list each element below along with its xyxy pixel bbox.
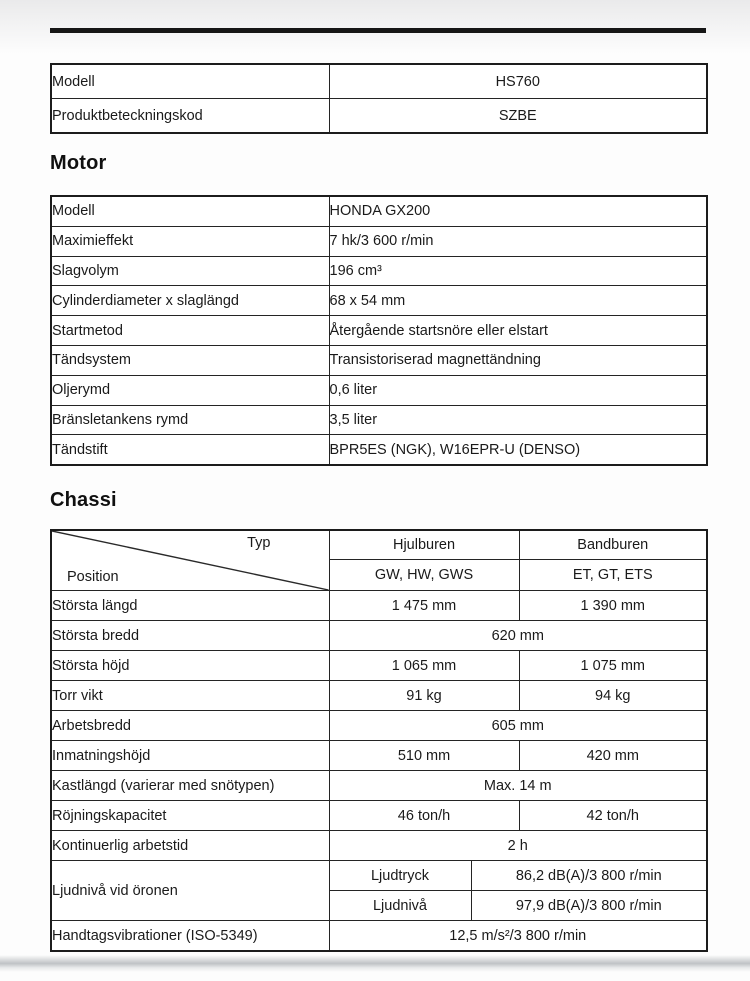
spec-label: Arbetsbredd <box>51 711 329 741</box>
sound-sub-value: 86,2 dB(A)/3 800 r/min <box>471 861 707 891</box>
spec-label: Tändstift <box>51 435 329 465</box>
spec-value: 196 cm³ <box>329 256 707 286</box>
chassi-table <box>50 529 708 952</box>
positions-hjulburen: GW, HW, GWS <box>329 560 519 591</box>
motor-table <box>50 195 708 466</box>
spec-value-both: 605 mm <box>329 711 707 741</box>
positions-bandburen: ET, GT, ETS <box>519 560 707 591</box>
spec-label: Modell <box>51 196 329 226</box>
spec-label: Röjningskapacitet <box>51 801 329 831</box>
spec-label: Största höjd <box>51 651 329 681</box>
spec-value: 68 x 54 mm <box>329 286 707 316</box>
spec-value-both: 2 h <box>329 831 707 861</box>
column-header-hjulburen: Hjulburen <box>329 530 519 560</box>
spec-label: Största bredd <box>51 621 329 651</box>
column-header-bandburen: Bandburen <box>519 530 707 560</box>
spec-value-hjulburen: 1 475 mm <box>329 591 519 621</box>
spec-value-both: 620 mm <box>329 621 707 651</box>
position-axis-label: Position <box>67 569 119 585</box>
spec-value-hjulburen: 510 mm <box>329 741 519 771</box>
spec-label: Handtagsvibrationer (ISO-5349) <box>51 921 329 952</box>
table-row <box>51 651 707 681</box>
identification-table <box>50 63 708 134</box>
spec-value-both: 12,5 m/s²/3 800 r/min <box>329 921 707 952</box>
sound-sub-value: 97,9 dB(A)/3 800 r/min <box>471 891 707 921</box>
spec-label: Ljudnivå vid öronen <box>51 861 329 921</box>
spec-label: Slagvolym <box>51 256 329 286</box>
table-row <box>51 345 707 375</box>
table-row <box>51 64 707 99</box>
table-row <box>51 861 707 891</box>
spec-label: Startmetod <box>51 316 329 346</box>
spec-value-both: Max. 14 m <box>329 771 707 801</box>
spec-label: Inmatningshöjd <box>51 741 329 771</box>
page-edge-shadow <box>0 955 750 972</box>
spec-value: 0,6 liter <box>329 375 707 405</box>
spec-value: Återgående startsnöre eller elstart <box>329 316 707 346</box>
spec-value: 3,5 liter <box>329 405 707 435</box>
spec-label: Kastlängd (varierar med snötypen) <box>51 771 329 801</box>
spec-label: Bränsletankens rymd <box>51 405 329 435</box>
table-row <box>51 226 707 256</box>
spec-value-bandburen: 42 ton/h <box>519 801 707 831</box>
table-row <box>51 591 707 621</box>
table-row <box>51 771 707 801</box>
spec-label: Torr vikt <box>51 681 329 711</box>
spec-label: Modell <box>51 64 329 99</box>
spec-label: Tändsystem <box>51 345 329 375</box>
spec-value-hjulburen: 91 kg <box>329 681 519 711</box>
table-row <box>51 831 707 861</box>
table-row <box>51 316 707 346</box>
spec-value: 7 hk/3 600 r/min <box>329 226 707 256</box>
spec-value-bandburen: 1 390 mm <box>519 591 707 621</box>
section-divider-rule <box>50 28 706 33</box>
table-row <box>51 256 707 286</box>
type-axis-label: Typ <box>247 535 271 551</box>
type-position-header-cell <box>51 530 329 591</box>
spec-value: HS760 <box>329 64 707 99</box>
spec-value-bandburen: 420 mm <box>519 741 707 771</box>
motor-section-heading: Motor <box>50 152 107 174</box>
spec-value: Transistoriserad magnettändning <box>329 345 707 375</box>
table-header-row <box>51 530 707 560</box>
spec-value: BPR5ES (NGK), W16EPR-U (DENSO) <box>329 435 707 465</box>
spec-label: Produktbeteckningskod <box>51 99 329 134</box>
table-row <box>51 435 707 465</box>
spec-label: Största längd <box>51 591 329 621</box>
spec-label: Maximieffekt <box>51 226 329 256</box>
spec-value-bandburen: 94 kg <box>519 681 707 711</box>
spec-value: HONDA GX200 <box>329 196 707 226</box>
table-row <box>51 621 707 651</box>
spec-value-hjulburen: 1 065 mm <box>329 651 519 681</box>
spec-value-bandburen: 1 075 mm <box>519 651 707 681</box>
table-row <box>51 196 707 226</box>
spec-label: Cylinderdiameter x slaglängd <box>51 286 329 316</box>
spec-value-hjulburen: 46 ton/h <box>329 801 519 831</box>
table-row <box>51 801 707 831</box>
table-row <box>51 405 707 435</box>
chassi-section-heading: Chassi <box>50 489 117 511</box>
sound-sub-label: Ljudnivå <box>329 891 471 921</box>
spec-label: Kontinuerlig arbetstid <box>51 831 329 861</box>
sound-sub-label: Ljudtryck <box>329 861 471 891</box>
table-row <box>51 711 707 741</box>
table-row <box>51 741 707 771</box>
spec-value: SZBE <box>329 99 707 134</box>
table-row <box>51 375 707 405</box>
table-row <box>51 286 707 316</box>
spec-label: Oljerymd <box>51 375 329 405</box>
table-row <box>51 921 707 952</box>
table-row <box>51 681 707 711</box>
table-row <box>51 99 707 134</box>
